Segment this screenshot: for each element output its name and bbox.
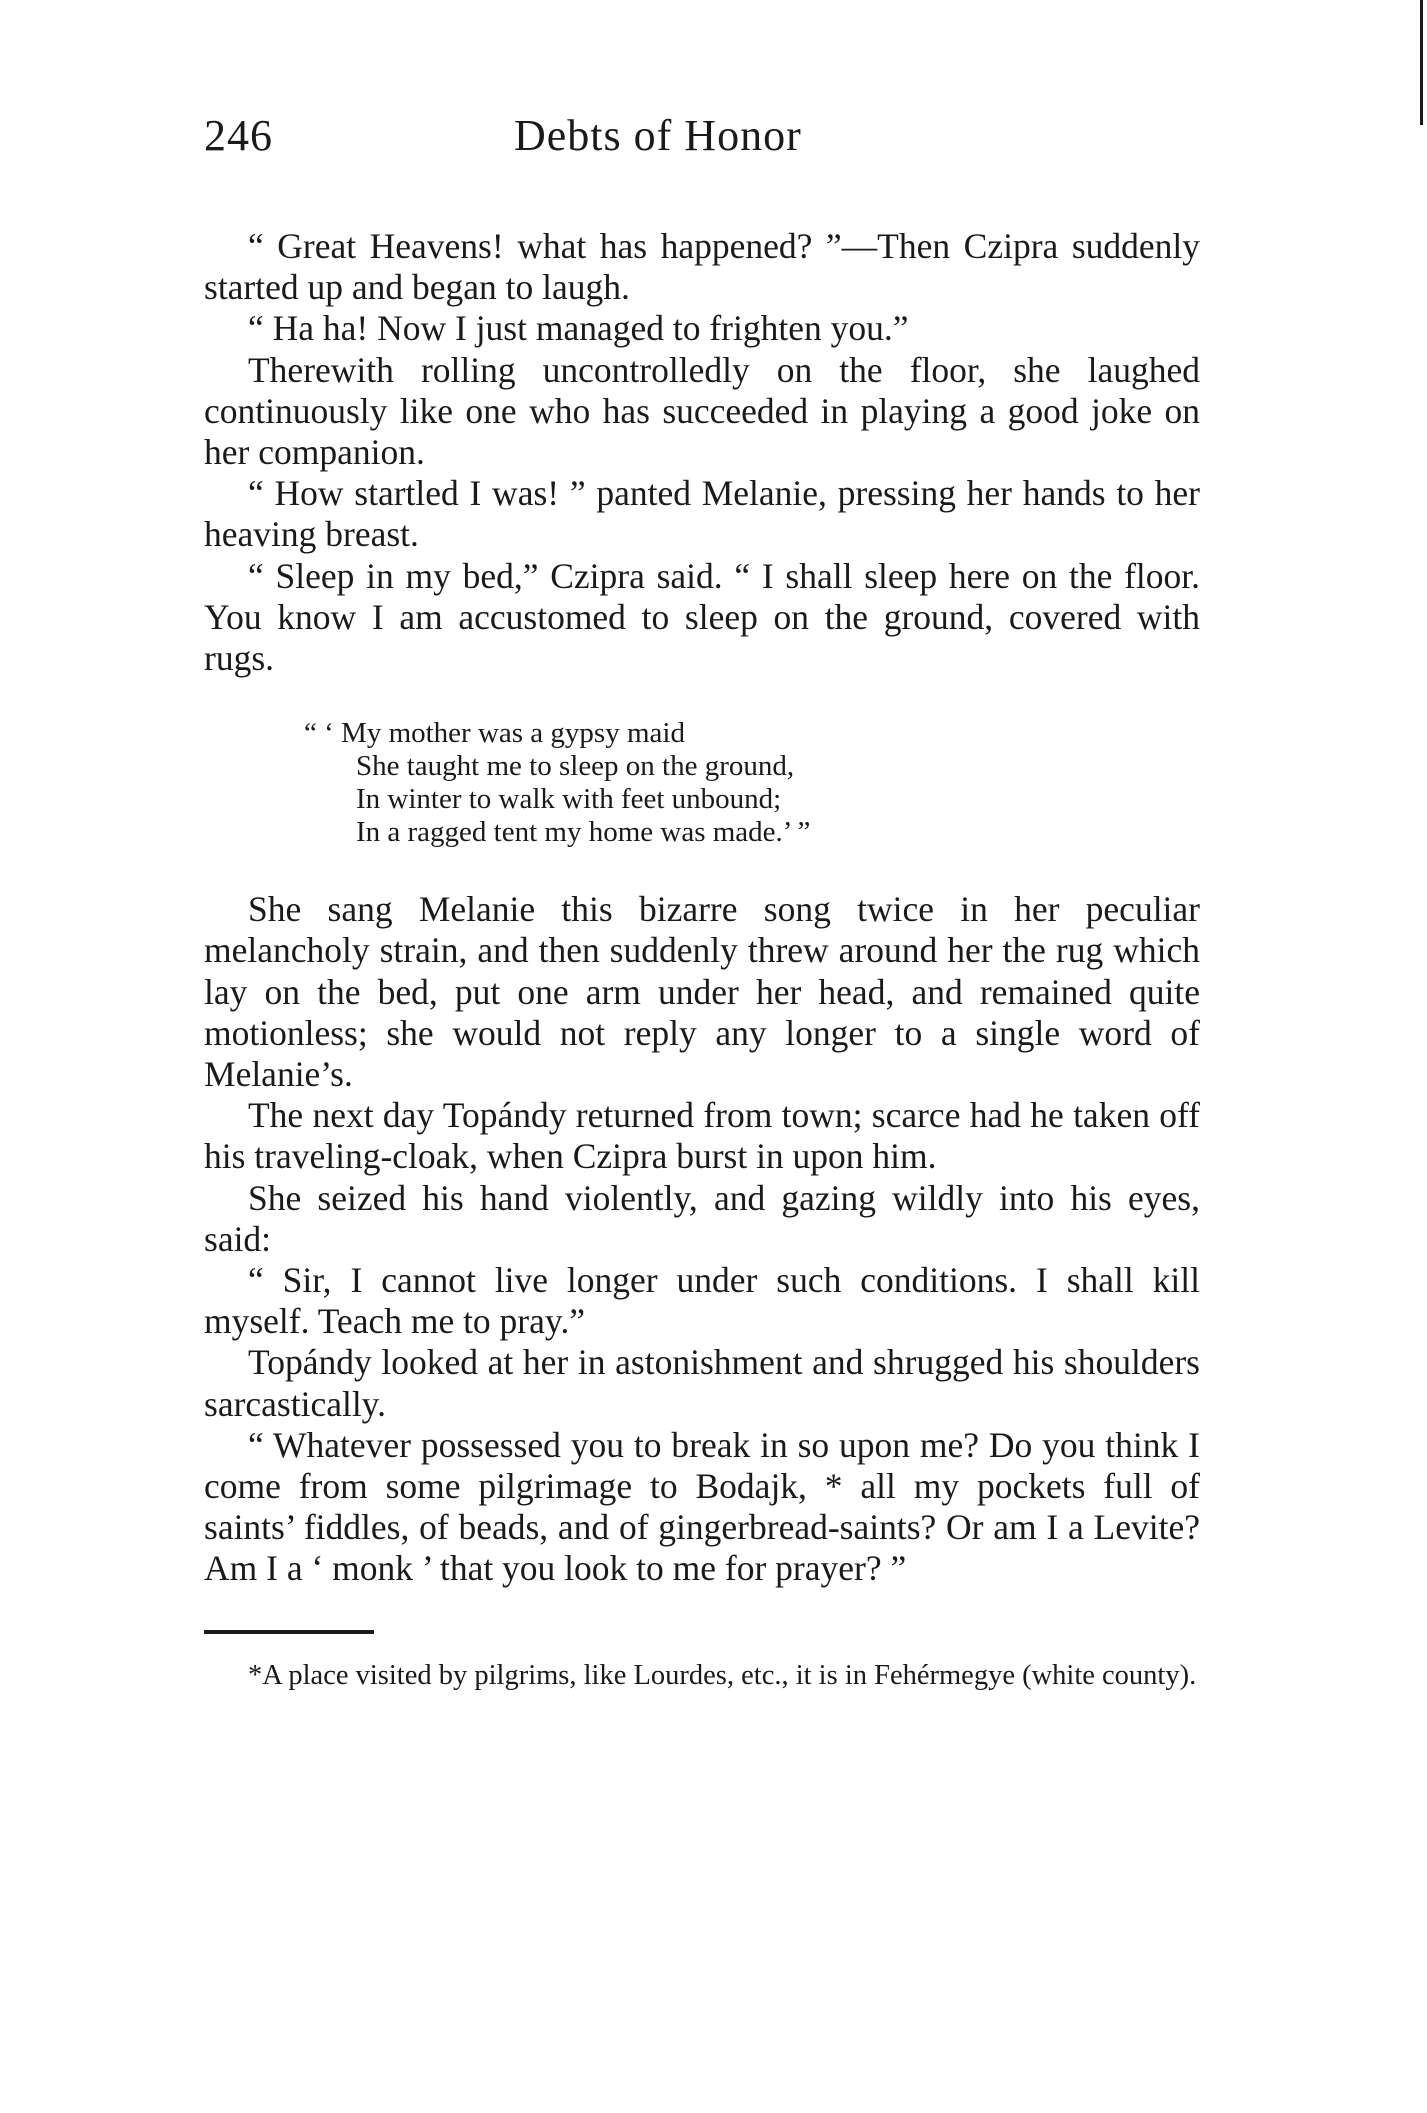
body-text — [204, 226, 1200, 1590]
footnote-rule — [204, 1630, 374, 1634]
running-title: Debts of Honor — [514, 111, 802, 160]
song-verse — [304, 717, 1200, 849]
page-header — [204, 110, 1200, 180]
page-edge-mark — [1420, 0, 1423, 125]
footnote: *A place visited by pilgrims, like Lourdes, etc., it is in Fehérmegye (white county). — [248, 1659, 1197, 1691]
paragraph: She seized his hand violently, and gazing wildly into his eyes, said: — [204, 1177, 1200, 1259]
paragraph: “ Whatever possessed you to break in so upon me? Do you think I come from some pilgrimage to Bodajk, * all my pockets full of saints’ fiddles, of beads, and of gingerbread-saints? Or am I a Levite? Am I a ‘ monk ’ that you look to me for prayer? ” — [204, 1424, 1200, 1589]
paragraph: “ Sir, I cannot live longer under such conditions. I shall kill myself. Teach me to pray.” — [204, 1260, 1200, 1342]
page-number: 246 — [204, 111, 273, 160]
paragraph: Therewith rolling uncontrolledly on the floor, she laughed continuously like one who has succeeded in playing a good joke on her companion. — [204, 349, 1200, 473]
paragraph: “ Sleep in my bed,” Czipra said. “ I shall sleep here on the floor. You know I am accustomed to sleep on the ground, covered with rugs. — [204, 555, 1200, 679]
paragraph: “ Ha ha! Now I just managed to frighten you.” — [248, 308, 909, 349]
book-page — [204, 110, 1200, 1720]
verse-line: In winter to walk with feet unbound; — [356, 783, 782, 816]
paragraph: “ How startled I was! ” panted Melanie, pressing her hands to her heaving breast. — [204, 473, 1200, 555]
verse-line: “ ‘ My mother was a gypsy maid — [304, 717, 685, 750]
paragraph: Topándy looked at her in astonishment and shrugged his shoulders sarcastically. — [204, 1342, 1200, 1424]
verse-line: In a ragged tent my home was made.’ ” — [356, 816, 811, 849]
paragraph: The next day Topándy returned from town; scarce had he taken off his traveling-cloak, when Czipra burst in upon him. — [204, 1095, 1200, 1177]
paragraph: “ Great Heavens! what has happened? ”—Then Czipra suddenly started up and began to laugh. — [204, 226, 1200, 308]
verse-line: She taught me to sleep on the ground, — [356, 750, 795, 783]
paragraph: She sang Melanie this bizarre song twice in her peculiar melancholy strain, and then suddenly threw around her the rug which lay on the bed, put one arm under her head, and remained quite motionless; she would not reply any longer to a single word of Melanie’s. — [204, 889, 1200, 1095]
